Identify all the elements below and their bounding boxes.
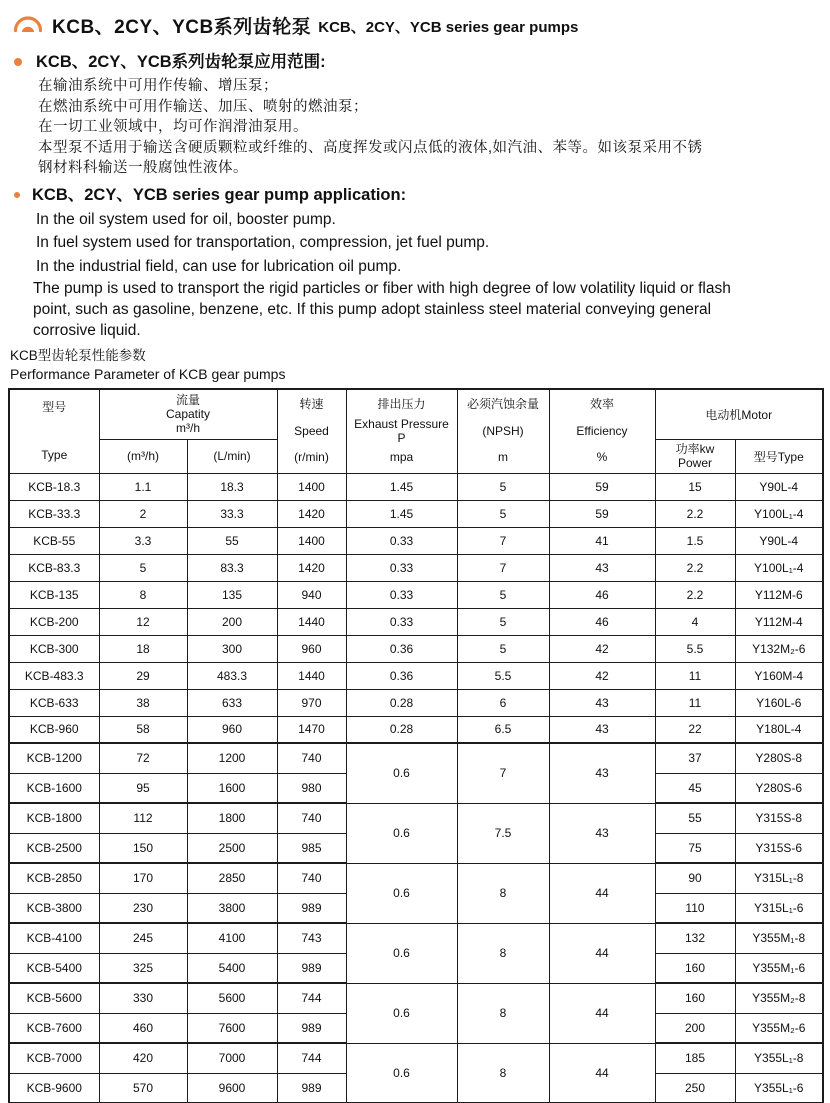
cell-motor-type: Y355M₁-6 (735, 953, 823, 983)
header-type-en: Type (41, 448, 68, 463)
table-body (9, 473, 823, 1103)
cell-model: KCB-633 (9, 689, 99, 716)
table-row (9, 803, 823, 833)
cell-model: KCB-3800 (9, 893, 99, 923)
cell-m3h: 3.3 (99, 527, 187, 554)
cell-m3h: 95 (99, 773, 187, 803)
header-motor-power-zh: 功率kw (675, 442, 715, 456)
cell-power: 250 (655, 1073, 735, 1103)
cell-model: KCB-1800 (9, 803, 99, 833)
cell-npsh: 5 (457, 608, 549, 635)
header-speed-zh: 转速 (299, 397, 324, 412)
cell-power: 15 (655, 473, 735, 500)
header-capacity (99, 389, 277, 439)
cell-lmin: 83.3 (187, 554, 277, 581)
table-row (9, 923, 823, 953)
table-row (9, 743, 823, 773)
header-efficiency (549, 389, 655, 473)
cell-m3h: 38 (99, 689, 187, 716)
cell-motor-type: Y355L₁-6 (735, 1073, 823, 1103)
cell-lmin: 300 (187, 635, 277, 662)
cell-pressure: 0.6 (346, 983, 457, 1043)
cell-speed: 985 (277, 833, 346, 863)
table-row (9, 1043, 823, 1073)
cell-efficiency: 42 (549, 662, 655, 689)
zh-body-line: 在燃油系统中可用作输送、加压、喷射的燃油泵； (38, 98, 368, 115)
header-pressure (346, 389, 457, 473)
cell-power: 11 (655, 689, 735, 716)
en-paragraph-line: corrosive liquid. (33, 322, 141, 339)
header-speed (277, 389, 346, 473)
table-row (9, 473, 823, 500)
cell-speed: 989 (277, 1013, 346, 1043)
cell-model: KCB-5400 (9, 953, 99, 983)
cell-m3h: 72 (99, 743, 187, 773)
cell-efficiency: 42 (549, 635, 655, 662)
header-motor-label: 电动机Motor (705, 407, 773, 422)
header-type (9, 389, 99, 473)
cell-efficiency: 46 (549, 608, 655, 635)
cell-speed: 1420 (277, 500, 346, 527)
cell-m3h: 18 (99, 635, 187, 662)
cell-npsh: 8 (457, 923, 549, 983)
cell-power: 160 (655, 983, 735, 1013)
cell-model: KCB-200 (9, 608, 99, 635)
cell-m3h: 420 (99, 1043, 187, 1073)
cell-model: KCB-2850 (9, 863, 99, 893)
cell-npsh: 6 (457, 689, 549, 716)
cell-m3h: 245 (99, 923, 187, 953)
header-capacity-unit: m³/h (176, 421, 200, 436)
cell-model: KCB-4100 (9, 923, 99, 953)
cell-model: KCB-7600 (9, 1013, 99, 1043)
cell-model: KCB-18.3 (9, 473, 99, 500)
cell-speed: 989 (277, 953, 346, 983)
cell-efficiency: 43 (549, 554, 655, 581)
cell-speed: 1440 (277, 608, 346, 635)
table-row (9, 662, 823, 689)
cell-speed: 1440 (277, 662, 346, 689)
cell-power: 1.5 (655, 527, 735, 554)
cell-pressure: 1.45 (346, 500, 457, 527)
cell-lmin: 200 (187, 608, 277, 635)
table-row (9, 500, 823, 527)
cell-lmin: 960 (187, 716, 277, 743)
cell-efficiency: 44 (549, 923, 655, 983)
cell-power: 200 (655, 1013, 735, 1043)
cell-motor-type: Y315L₁-8 (735, 863, 823, 893)
cell-lmin: 3800 (187, 893, 277, 923)
cell-npsh: 5.5 (457, 662, 549, 689)
cell-m3h: 2 (99, 500, 187, 527)
cell-motor-type: Y160M-4 (735, 662, 823, 689)
cell-motor-type: Y132M₂-6 (735, 635, 823, 662)
cell-model: KCB-1600 (9, 773, 99, 803)
cell-power: 75 (655, 833, 735, 863)
cell-motor-type: Y315S-8 (735, 803, 823, 833)
cell-motor-type: Y355L₁-8 (735, 1043, 823, 1073)
cell-model: KCB-55 (9, 527, 99, 554)
section-heading-en-text: KCB、2CY、YCB series gear pump application: (32, 185, 407, 204)
cell-pressure: 0.33 (346, 608, 457, 635)
cell-efficiency: 43 (549, 689, 655, 716)
header-motor-power (655, 439, 735, 473)
cell-lmin: 1200 (187, 743, 277, 773)
header-efficiency-zh: 效率 (589, 397, 614, 412)
header-pressure-zh: 排出压力 (377, 397, 426, 412)
cell-model: KCB-483.3 (9, 662, 99, 689)
cell-model: KCB-960 (9, 716, 99, 743)
cell-m3h: 1.1 (99, 473, 187, 500)
cell-lmin: 135 (187, 581, 277, 608)
cell-motor-type: Y112M-6 (735, 581, 823, 608)
cell-pressure: 0.28 (346, 689, 457, 716)
cell-lmin: 2500 (187, 833, 277, 863)
cell-speed: 1470 (277, 716, 346, 743)
cell-lmin: 483.3 (187, 662, 277, 689)
page-header (13, 12, 830, 38)
cell-motor-type: Y280S-8 (735, 743, 823, 773)
cell-m3h: 12 (99, 608, 187, 635)
cell-npsh: 5 (457, 581, 549, 608)
table-row (9, 527, 823, 554)
cell-model: KCB-9600 (9, 1073, 99, 1103)
cell-lmin: 33.3 (187, 500, 277, 527)
cell-pressure: 0.36 (346, 635, 457, 662)
cell-motor-type: Y355M₂-8 (735, 983, 823, 1013)
cell-motor-type: Y160L-6 (735, 689, 823, 716)
cell-lmin: 55 (187, 527, 277, 554)
cell-motor-type: Y315S-6 (735, 833, 823, 863)
cell-model: KCB-7000 (9, 1043, 99, 1073)
section-heading-zh-text: KCB、2CY、YCB系列齿轮泵应用范围: (36, 53, 326, 71)
cell-motor-type: Y112M-4 (735, 608, 823, 635)
brand-arc-icon (13, 16, 43, 34)
cell-m3h: 150 (99, 833, 187, 863)
cell-pressure: 0.6 (346, 923, 457, 983)
header-capacity-m3h: (m³/h) (99, 439, 187, 473)
table-row (9, 608, 823, 635)
cell-model: KCB-33.3 (9, 500, 99, 527)
header-capacity-lmin: (L/min) (187, 439, 277, 473)
cell-speed: 989 (277, 1073, 346, 1103)
cell-lmin: 5400 (187, 953, 277, 983)
cell-speed: 743 (277, 923, 346, 953)
header-npsh-unit: m (498, 450, 508, 465)
table-row (9, 554, 823, 581)
cell-motor-type: Y315L₁-6 (735, 893, 823, 923)
cell-m3h: 460 (99, 1013, 187, 1043)
cell-pressure: 0.6 (346, 803, 457, 863)
en-paragraph-line: point, such as gasoline, benzene, etc. If this pump adopt stainless steel material conveying general (33, 301, 712, 318)
cell-efficiency: 46 (549, 581, 655, 608)
cell-npsh: 7 (457, 743, 549, 803)
cell-pressure: 0.33 (346, 527, 457, 554)
cell-motor-type: Y100L₁-4 (735, 554, 823, 581)
cell-speed: 740 (277, 863, 346, 893)
cell-model: KCB-135 (9, 581, 99, 608)
zh-body-line: 钢材料科输送一般腐蚀性液体。 (38, 160, 248, 176)
cell-m3h: 58 (99, 716, 187, 743)
cell-power: 4 (655, 608, 735, 635)
cell-power: 5.5 (655, 635, 735, 662)
cell-power: 132 (655, 923, 735, 953)
cell-power: 37 (655, 743, 735, 773)
zh-body-line: 本型泵不适用于输送含硬质颗粒或纤维的、高度挥发或闪点低的液体,如汽油、苯等。如该泵采用不锈 (38, 139, 703, 156)
header-speed-en: Speed (294, 423, 329, 438)
cell-speed: 1400 (277, 473, 346, 500)
cell-model: KCB-2500 (9, 833, 99, 863)
cell-pressure: 1.45 (346, 473, 457, 500)
performance-table (8, 388, 824, 1103)
cell-m3h: 112 (99, 803, 187, 833)
cell-lmin: 633 (187, 689, 277, 716)
zh-body-line: 在一切工业领域中，均可作润滑油泵用。 (38, 119, 308, 135)
table-row (9, 716, 823, 743)
cell-pressure: 0.6 (346, 863, 457, 923)
header-capacity-en: Capatity (165, 407, 211, 422)
cell-power: 11 (655, 662, 735, 689)
en-body-line: In the industrial field, can use for lubrication oil pump. (36, 257, 402, 275)
cell-lmin: 9600 (187, 1073, 277, 1103)
cell-motor-type: Y100L₁-4 (735, 500, 823, 527)
header-npsh-zh: 必须汽蚀余量 (466, 397, 539, 412)
cell-efficiency: 43 (549, 743, 655, 803)
cell-speed: 960 (277, 635, 346, 662)
header-npsh (457, 389, 549, 473)
cell-npsh: 8 (457, 1043, 549, 1103)
cell-power: 2.2 (655, 500, 735, 527)
cell-model: KCB-1200 (9, 743, 99, 773)
cell-efficiency: 41 (549, 527, 655, 554)
header-motor (655, 389, 823, 439)
bullet-icon (14, 192, 20, 198)
cell-efficiency: 44 (549, 1043, 655, 1103)
header-pressure-unit: mpa (389, 450, 414, 465)
header-motor-power-en: Power (677, 456, 712, 470)
header-motor-type: 型号Type (735, 439, 823, 473)
cell-pressure: 0.33 (346, 554, 457, 581)
cell-lmin: 7600 (187, 1013, 277, 1043)
cell-lmin: 5600 (187, 983, 277, 1013)
cell-pressure: 0.33 (346, 581, 457, 608)
table-row (9, 983, 823, 1013)
cell-m3h: 29 (99, 662, 187, 689)
cell-power: 160 (655, 953, 735, 983)
cell-lmin: 1600 (187, 773, 277, 803)
cell-motor-type: Y180L-4 (735, 716, 823, 743)
cell-npsh: 7 (457, 554, 549, 581)
cell-m3h: 570 (99, 1073, 187, 1103)
zh-body-line: 在输油系统中可用作传输、增压泵； (38, 78, 278, 94)
cell-motor-type: Y355M₂-6 (735, 1013, 823, 1043)
cell-m3h: 330 (99, 983, 187, 1013)
cell-motor-type: Y355M₁-8 (735, 923, 823, 953)
en-paragraph-line: The pump is used to transport the rigid particles or fiber with high degree of low volatility liquid or flash (33, 280, 731, 297)
page-title-en: KCB、2CY、YCB series gear pumps (318, 19, 579, 36)
cell-power: 90 (655, 863, 735, 893)
cell-efficiency: 59 (549, 500, 655, 527)
header-efficiency-unit: % (596, 450, 608, 465)
en-body-line: In fuel system used for transportation, compression, jet fuel pump. (36, 234, 490, 251)
cell-npsh: 8 (457, 983, 549, 1043)
cell-efficiency: 43 (549, 803, 655, 863)
cell-model: KCB-83.3 (9, 554, 99, 581)
cell-npsh: 5 (457, 473, 549, 500)
cell-m3h: 8 (99, 581, 187, 608)
cell-speed: 1420 (277, 554, 346, 581)
cell-power: 2.2 (655, 581, 735, 608)
cell-pressure: 0.28 (346, 716, 457, 743)
table-row (9, 863, 823, 893)
cell-speed: 970 (277, 689, 346, 716)
header-efficiency-en: Efficiency (576, 423, 628, 438)
cell-speed: 940 (277, 581, 346, 608)
cell-speed: 989 (277, 893, 346, 923)
header-capacity-zh: 流量 (175, 393, 200, 408)
header-npsh-en: (NPSH) (482, 423, 524, 438)
bullet-icon (14, 58, 22, 66)
cell-npsh: 5 (457, 500, 549, 527)
header-speed-unit: (r/min) (294, 450, 329, 465)
cell-lmin: 1800 (187, 803, 277, 833)
cell-npsh: 6.5 (457, 716, 549, 743)
cell-pressure: 0.6 (346, 743, 457, 803)
cell-power: 55 (655, 803, 735, 833)
cell-speed: 740 (277, 743, 346, 773)
cell-model: KCB-300 (9, 635, 99, 662)
section-heading-en (14, 184, 830, 206)
cell-lmin: 4100 (187, 923, 277, 953)
cell-efficiency: 44 (549, 863, 655, 923)
cell-speed: 744 (277, 1043, 346, 1073)
cell-efficiency: 59 (549, 473, 655, 500)
page-title-zh: KCB、2CY、YCB系列齿轮泵 (52, 16, 312, 38)
cell-speed: 740 (277, 803, 346, 833)
cell-pressure: 0.36 (346, 662, 457, 689)
table-row (9, 581, 823, 608)
table-title-en: Performance Parameter of KCB gear pumps (10, 366, 286, 382)
cell-speed: 980 (277, 773, 346, 803)
cell-npsh: 7.5 (457, 803, 549, 863)
cell-model: KCB-5600 (9, 983, 99, 1013)
cell-motor-type: Y90L-4 (735, 527, 823, 554)
header-pressure-en: Exhaust Pressure P (354, 416, 449, 445)
cell-motor-type: Y280S-6 (735, 773, 823, 803)
table-row (9, 635, 823, 662)
cell-pressure: 0.6 (346, 1043, 457, 1103)
cell-lmin: 18.3 (187, 473, 277, 500)
cell-efficiency: 43 (549, 716, 655, 743)
cell-lmin: 2850 (187, 863, 277, 893)
cell-m3h: 325 (99, 953, 187, 983)
table-title-zh: KCB型齿轮泵性能参数 (10, 348, 146, 363)
cell-power: 45 (655, 773, 735, 803)
cell-speed: 744 (277, 983, 346, 1013)
section-heading-zh (14, 51, 830, 73)
header-type-zh: 型号 (42, 400, 67, 415)
cell-motor-type: Y90L-4 (735, 473, 823, 500)
cell-m3h: 170 (99, 863, 187, 893)
cell-efficiency: 44 (549, 983, 655, 1043)
cell-power: 2.2 (655, 554, 735, 581)
cell-power: 22 (655, 716, 735, 743)
en-body-line: In the oil system used for oil, booster pump. (36, 210, 336, 228)
cell-power: 110 (655, 893, 735, 923)
cell-npsh: 7 (457, 527, 549, 554)
cell-lmin: 7000 (187, 1043, 277, 1073)
cell-npsh: 8 (457, 863, 549, 923)
cell-m3h: 5 (99, 554, 187, 581)
cell-speed: 1400 (277, 527, 346, 554)
cell-power: 185 (655, 1043, 735, 1073)
table-row (9, 689, 823, 716)
cell-npsh: 5 (457, 635, 549, 662)
cell-m3h: 230 (99, 893, 187, 923)
